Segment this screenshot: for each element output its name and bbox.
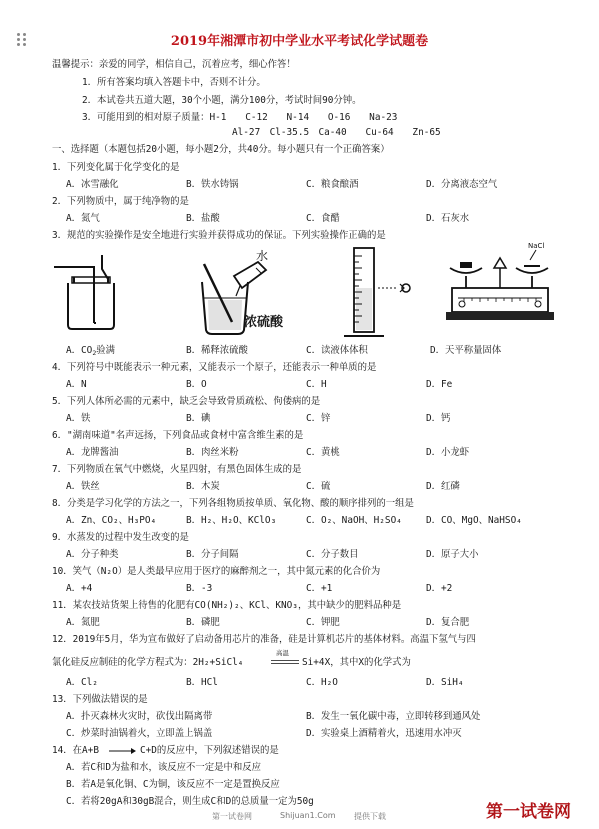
question-stem: 13．下列做法错误的是 [52, 694, 148, 705]
option-a: A．扑灭森林火灾时，砍伐出隔离带 [66, 711, 213, 722]
option-c: C．食醋 [306, 213, 340, 224]
option-b: B．稀释浓硫酸 [186, 345, 248, 356]
question-stem-cont: C+D的反应中，下列叙述错误的是 [140, 745, 279, 756]
balance-figure [444, 238, 556, 338]
option-b: B．-3 [186, 583, 213, 594]
water-label: 水 [256, 249, 269, 263]
gas-jar-figure [50, 253, 132, 335]
option-b: B．分子间隔 [186, 549, 239, 560]
option-d: D．钙 [426, 413, 451, 424]
option-d: D．CO、MgO、NaHSO₄ [426, 515, 522, 526]
option-c: C．若将20gA和30gB混合，则生成C和D的总质量一定为50g [66, 796, 314, 807]
section-heading: 一、选择题（本题包括20小题，每小题2分，共40分。每小题只有一个正确答案） [52, 144, 390, 155]
option-b: B．肉丝米粉 [186, 447, 239, 458]
option-a: A．铁 [66, 413, 91, 424]
option-c: C．读液体体积 [306, 345, 368, 356]
option-b: B．发生一氧化碳中毒，立即转移到通风处 [306, 711, 481, 722]
footer-download-text: 提供下载 [354, 812, 386, 821]
question-stem: 12．2019年5月，华为宣布做好了启动备用芯片的准备，硅是计算机芯片的基体材料。高温下氢气与四 [52, 634, 476, 645]
option-b: B．磷肥 [186, 617, 220, 628]
option-d: D．红磷 [426, 481, 460, 492]
option-d: D．实验桌上酒精着火，迅速用水冲灭 [306, 728, 462, 739]
condition-label: 高温 [276, 649, 289, 657]
option-a: A．氮肥 [66, 617, 100, 628]
exam-title: 2019年湘潭市初中学业水平考试化学试题卷 [170, 34, 429, 49]
option-a: A．Zn、CO₂、H₃PO₄ [66, 515, 157, 526]
intro-tip: 温馨提示：亲爱的同学，相信自己，沉着应考，细心作答！ [52, 59, 296, 70]
question-stem: 11．某农技站货架上待售的化肥有CO(NH₂)₂、KCl、KNO₃，其中缺少的肥料品种是 [52, 600, 402, 611]
option-b: B．HCl [186, 677, 218, 688]
option-c: C．黄桃 [306, 447, 340, 458]
reaction-arrow-icon [108, 747, 138, 755]
option-d: D．+2 [426, 583, 453, 594]
option-c: C．H [306, 379, 327, 390]
option-d: D．原子大小 [426, 549, 479, 560]
option-b: B．盐酸 [186, 213, 220, 224]
question-stem: 3．规范的实验操作是安全地进行实验并获得成功的保证。下列实验操作正确的是 [52, 230, 386, 241]
option-a: A．$CO_2$验满 [66, 345, 115, 357]
question-stem: 9．水蒸发的过程中发生改变的是 [52, 532, 189, 543]
cylinder-reading-figure [330, 244, 420, 338]
option-a: A．N [66, 379, 87, 390]
option-a: A．铁丝 [66, 481, 100, 492]
question-stem: 6．"湖南味道"名声远扬，下列食品或食材中富含维生素的是 [52, 430, 304, 441]
option-a: A．冰雪融化 [66, 179, 119, 190]
question-stem: 2．下列物质中，属于纯净物的是 [52, 196, 189, 207]
option-a: A．+4 [66, 583, 93, 594]
question-stem: 14．在A+B [52, 745, 99, 756]
intro-note-2: 2．本试卷共五道大题，30个小题，满分100分，考试时间90分钟。 [82, 95, 362, 106]
intro-note-3: 3．可能用到的相对原子质量：H-1 C-12 N-14 O-16 Na-23 [82, 112, 398, 123]
question-stem: 5．下列人体所必需的元素中，缺乏会导致骨质疏松、佝偻病的是 [52, 396, 321, 407]
option-d: D．分离液态空气 [426, 179, 498, 190]
footer-site-url[interactable]: Shijuan1.Com [280, 811, 336, 820]
intro-note-3-cont: Al-27 Cl-35.5 Ca-40 Cu-64 Zn-65 [232, 127, 441, 138]
option-a: A．Cl₂ [66, 677, 98, 688]
option-c: C．分子数目 [306, 549, 359, 560]
option-b: B．O [186, 379, 207, 390]
conc-acid-label: 浓硫酸 [244, 315, 284, 330]
question-stem: 1．下列变化属于化学变化的是 [52, 162, 180, 173]
option-d: D．石灰水 [426, 213, 470, 224]
question-stem-cont: 氯化硅反应制硅的化学方程式为：2H₂+SiCl₄ [52, 657, 244, 668]
intro-note-1: 1．所有答案均填入答题卡中，否则不计分。 [82, 77, 266, 88]
option-b: B．铁水铸锅 [186, 179, 239, 190]
option-c: C．锌 [306, 413, 331, 424]
option-b: B．H₂、H₂O、KClO₃ [186, 515, 277, 526]
option-c: C．粮食酿酒 [306, 179, 359, 190]
question-stem: 4．下列符号中既能表示一种元素，又能表示一个原子，还能表示一种单质的是 [52, 362, 377, 373]
option-a: A．若C和D为盐和水，该反应不一定是中和反应 [66, 762, 262, 773]
option-d: D．复合肥 [426, 617, 470, 628]
option-c: C．H₂O [306, 677, 338, 688]
question-stem: 7．下列物质在氧气中燃烧，火星四射，有黑色固体生成的是 [52, 464, 302, 475]
option-d: D．天平称量固体 [430, 345, 502, 356]
brand-watermark: 第一试卷网 [486, 802, 571, 822]
option-b: B．若A是氧化铜、C为铜，该反应不一定是置换反应 [66, 779, 280, 790]
option-b: B．木炭 [186, 481, 220, 492]
option-a: A．龙牌酱油 [66, 447, 119, 458]
option-c: C．钾肥 [306, 617, 340, 628]
equation-arrow-icon [270, 659, 300, 665]
option-d: D．SiH₄ [426, 677, 464, 688]
option-d: D．Fe [426, 379, 453, 390]
question-stem: 8．分类是学习化学的方法之一，下列各组物质按单质、氧化物、酸的顺序排列的一组是 [52, 498, 414, 509]
question-stem-cont: Si+4X，其中X的化学式为 [302, 657, 411, 668]
option-d: D．小龙虾 [426, 447, 470, 458]
nacl-label: NaCl [528, 242, 545, 250]
option-c: C．O₂、NaOH、H₂SO₄ [306, 515, 402, 526]
option-a: A．分子种类 [66, 549, 119, 560]
option-a: A．氮气 [66, 213, 100, 224]
option-c: C．炒菜时油锅着火，立即盖上锅盖 [66, 728, 213, 739]
option-c: C．硫 [306, 481, 331, 492]
option-b: B．碘 [186, 413, 211, 424]
question-stem: 10．笑气（N₂O）是人类最早应用于医疗的麻醉剂之一，其中氮元素的化合价为 [52, 566, 381, 577]
option-c: C．+1 [306, 583, 333, 594]
footer-site-name: 第一试卷网 [212, 812, 252, 821]
